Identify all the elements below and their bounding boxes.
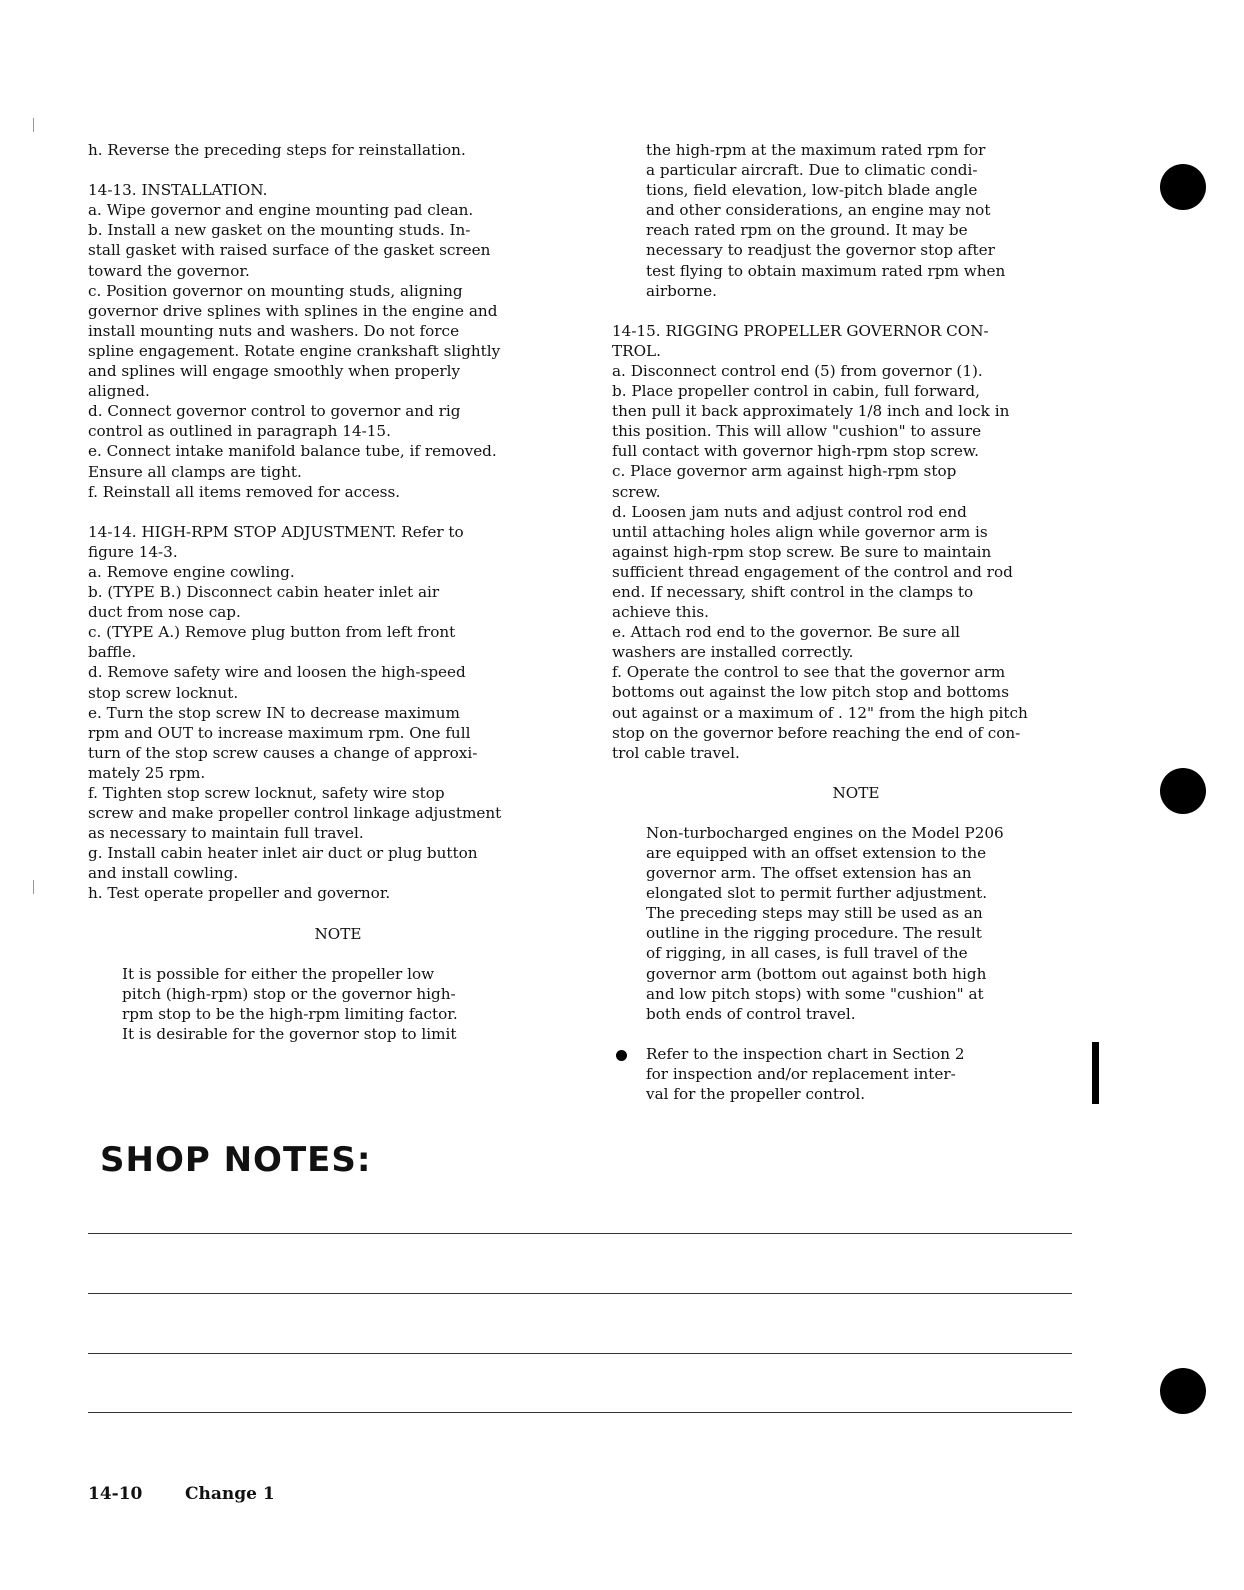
note-line: elongated slot to permit further adjustment. <box>646 884 988 903</box>
shop-notes-line <box>88 1353 1072 1354</box>
text-line <box>88 502 588 522</box>
left-note-text <box>88 964 588 1044</box>
text-line: 14-15. RIGGING PROPELLER GOVERNOR CON- <box>612 321 989 340</box>
text-line: baffle. <box>88 643 137 662</box>
note-line: and other considerations, an engine may not <box>646 201 991 220</box>
note-line: It is possible for either the propeller low <box>122 964 435 983</box>
text-line: h. Test operate propeller and governor. <box>88 884 391 903</box>
text-line: then pull it back approximately 1/8 inch and lock in <box>612 402 1010 421</box>
note-line: tions, field elevation, low-pitch blade angle <box>646 181 978 200</box>
inspection-bullet <box>612 1044 1100 1104</box>
note-line: both ends of control travel. <box>646 1004 856 1023</box>
text-line: stop on the governor before reaching the end of con- <box>612 723 1021 742</box>
text-line: sufficient thread engagement of the control and rod <box>612 562 1013 581</box>
text-line: achieve this. <box>612 603 709 622</box>
binder-hole-top <box>1160 164 1206 210</box>
left-note-heading: NOTE <box>314 924 362 943</box>
text-line: install mounting nuts and washers. Do not force <box>88 321 460 340</box>
text-line: g. Install cabin heater inlet air duct or plug button <box>88 844 478 863</box>
text-line: a. Remove engine cowling. <box>88 562 295 581</box>
left-column <box>88 140 588 1044</box>
text-line: b. Install a new gasket on the mounting studs. In- <box>88 221 471 240</box>
right-note-heading: NOTE <box>832 783 880 802</box>
text-line: aligned. <box>88 382 150 401</box>
note-line: the high-rpm at the maximum rated rpm for <box>646 141 986 159</box>
text-line: mately 25 rpm. <box>88 763 206 782</box>
text-line: TROL. <box>612 341 661 360</box>
note-line: airborne. <box>646 281 717 300</box>
text-line: against high-rpm stop screw. Be sure to maintain <box>612 542 992 561</box>
text-line: figure 14-3. <box>88 542 178 561</box>
left-body-text <box>88 140 588 904</box>
text-line: spline engagement. Rotate engine crankshaft slightly <box>88 341 501 360</box>
text-line: c. Position governor on mounting studs, aligning <box>88 281 463 300</box>
note-line: The preceding steps may still be used as an <box>646 904 983 923</box>
text-line: trol cable travel. <box>612 743 740 762</box>
bullet-line: val for the propeller control. <box>646 1085 866 1104</box>
text-line: d. Remove safety wire and loosen the high-speed <box>88 663 466 682</box>
text-line: d. Connect governor control to governor and rig <box>88 402 461 421</box>
text-line: rpm and OUT to increase maximum rpm. One full <box>88 723 471 742</box>
margin-mark-top <box>33 118 34 132</box>
text-line: washers are installed correctly. <box>612 643 854 662</box>
bullet-line: Refer to the inspection chart in Section 2 <box>646 1044 965 1063</box>
right-body-text <box>612 321 1100 763</box>
text-line: governor drive splines with splines in the engine and <box>88 301 498 320</box>
note-line: It is desirable for the governor stop to limit <box>122 1024 457 1043</box>
text-line: as necessary to maintain full travel. <box>88 824 364 843</box>
text-line: e. Connect intake manifold balance tube, if removed. <box>88 442 497 461</box>
right-note-text <box>612 823 1100 1024</box>
shop-notes-line <box>88 1233 1072 1234</box>
note-line: test flying to obtain maximum rated rpm when <box>646 261 1006 280</box>
text-line: and install cowling. <box>88 864 239 883</box>
page-number: 14-10 <box>88 1484 143 1504</box>
text-line: bottoms out against the low pitch stop and bottoms <box>612 683 1010 702</box>
inspection-bullet-text <box>646 1044 1100 1104</box>
note-line: Non-turbocharged engines on the Model P206 <box>646 823 1004 842</box>
text-line: f. Reinstall all items removed for access. <box>88 482 401 501</box>
right-continued-note <box>612 140 1100 301</box>
right-column <box>612 140 1100 1104</box>
text-line: a. Disconnect control end (5) from governor (1). <box>612 361 983 380</box>
text-line: d. Loosen jam nuts and adjust control rod end <box>612 502 967 521</box>
text-line <box>88 160 588 180</box>
text-line: stop screw locknut. <box>88 683 239 702</box>
bullet-line: for inspection and/or replacement inter- <box>646 1064 956 1083</box>
text-line: toward the governor. <box>88 261 250 280</box>
text-line: full contact with governor high-rpm stop screw. <box>612 442 979 461</box>
text-line: b. Place propeller control in cabin, full forward, <box>612 382 980 401</box>
text-line: screw and make propeller control linkage adjustment <box>88 804 502 823</box>
text-line: 14-13. INSTALLATION. <box>88 181 268 200</box>
note-line: governor arm. The offset extension has an <box>646 864 972 883</box>
text-line: c. (TYPE A.) Remove plug button from left front <box>88 623 456 642</box>
note-line: are equipped with an offset extension to the <box>646 844 987 862</box>
text-line: stall gasket with raised surface of the gasket screen <box>88 241 491 260</box>
text-line: e. Attach rod end to the governor. Be sure all <box>612 623 961 642</box>
text-line: turn of the stop screw causes a change of approxi- <box>88 743 478 762</box>
note-line: necessary to readjust the governor stop after <box>646 241 995 260</box>
change-number: Change 1 <box>185 1484 275 1504</box>
text-line: h. Reverse the preceding steps for reinstallation. <box>88 141 466 159</box>
text-line: e. Turn the stop screw IN to decrease maximum <box>88 703 460 722</box>
note-line: pitch (high-rpm) stop or the governor high- <box>122 984 456 1003</box>
text-line: this position. This will allow "cushion" to assure <box>612 422 982 441</box>
shop-notes-title: SHOP NOTES: <box>100 1140 372 1180</box>
note-line: of rigging, in all cases, is full travel of the <box>646 944 968 963</box>
binder-hole-middle <box>1160 768 1206 814</box>
note-line: rpm stop to be the high-rpm limiting factor. <box>122 1004 458 1023</box>
text-line: 14-14. HIGH-RPM STOP ADJUSTMENT. Refer to <box>88 522 464 541</box>
note-line: a particular aircraft. Due to climatic condi- <box>646 161 978 180</box>
note-line: reach rated rpm on the ground. It may be <box>646 221 968 240</box>
text-line: and splines will engage smoothly when properly <box>88 362 461 381</box>
text-line: f. Operate the control to see that the governor arm <box>612 663 1006 682</box>
text-line: end. If necessary, shift control in the clamps to <box>612 582 974 601</box>
revision-change-bar <box>1092 1042 1099 1104</box>
text-line: c. Place governor arm against high-rpm stop <box>612 462 957 481</box>
text-line: out against or a maximum of . 12" from the high pitch <box>612 703 1028 722</box>
shop-notes-line <box>88 1412 1072 1413</box>
text-line: until attaching holes align while governor arm is <box>612 522 988 541</box>
text-line: f. Tighten stop screw locknut, safety wire stop <box>88 784 445 802</box>
text-line: a. Wipe governor and engine mounting pad clean. <box>88 201 474 220</box>
note-line: governor arm (bottom out against both high <box>646 964 987 983</box>
text-line: control as outlined in paragraph 14-15. <box>88 422 391 441</box>
note-line: outline in the rigging procedure. The result <box>646 924 982 943</box>
bullet-icon <box>616 1050 627 1061</box>
margin-mark-bottom <box>33 880 34 894</box>
text-line: Ensure all clamps are tight. <box>88 462 302 481</box>
shop-notes-line <box>88 1293 1072 1294</box>
note-line: and low pitch stops) with some "cushion" at <box>646 984 984 1003</box>
text-line: b. (TYPE B.) Disconnect cabin heater inlet air <box>88 583 440 602</box>
binder-hole-bottom <box>1160 1368 1206 1414</box>
text-line: screw. <box>612 482 661 501</box>
text-line: duct from nose cap. <box>88 603 241 622</box>
